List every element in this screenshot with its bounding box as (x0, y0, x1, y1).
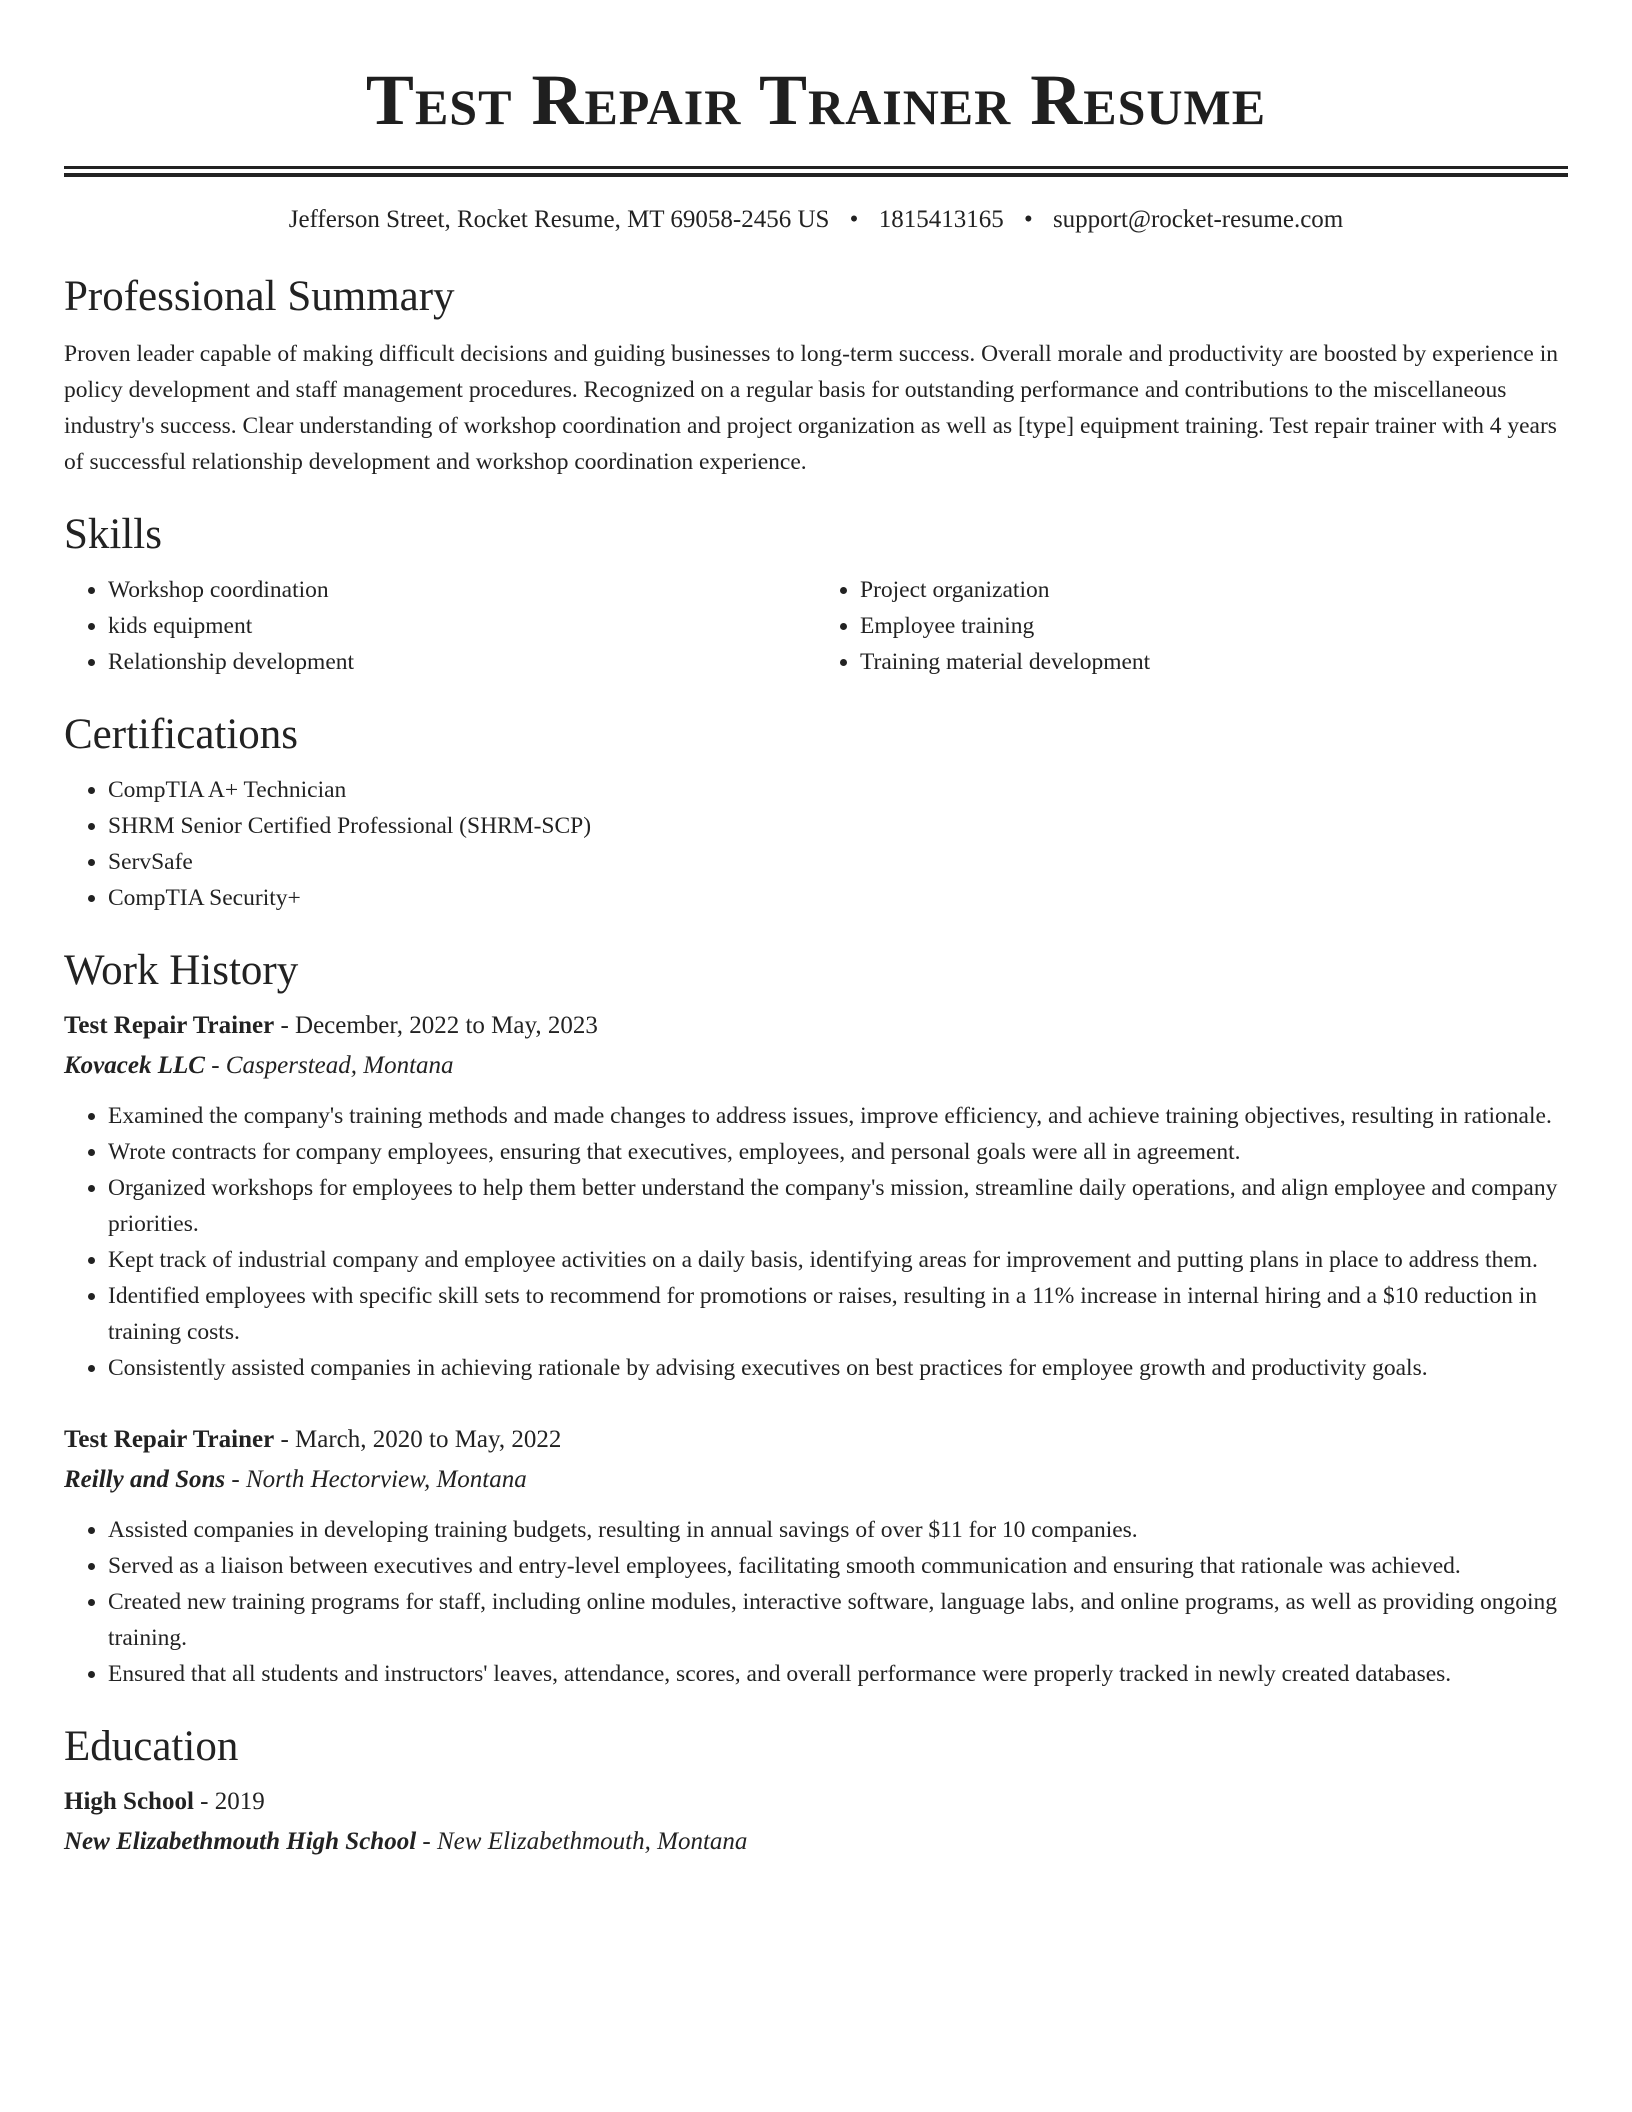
skill-item: • Training material development (860, 644, 1568, 680)
contact-email: support@rocket-resume.com (1052, 206, 1344, 233)
job-location: - Casperstead, Montana (204, 1052, 454, 1079)
job-company: Kovacek LLC (64, 1052, 205, 1079)
skill-item: • kids equipment (108, 608, 816, 644)
job-bullet: • Assisted companies in developing training budgets, resulting in annual savings of over $11 for 10 companies. (108, 1512, 1568, 1548)
job-bullet: • Consistently assisted companies in achieving rationale by advising executives on best practices for employee growth and productivity goals. (108, 1350, 1568, 1386)
job-header (64, 1006, 1568, 1046)
job-bullet: • Kept track of industrial company and employee activities on a daily basis, identifying areas for improvement and putting plans in place to address them. (108, 1242, 1568, 1278)
skills-columns (64, 572, 1568, 680)
job-bullet: • Created new training programs for staff, including online modules, interactive software, language labs, and online programs, as well as providing ongoing training. (108, 1584, 1568, 1656)
skill-item: • Employee training (860, 608, 1568, 644)
summary-text: Proven leader capable of making difficult decisions and guiding businesses to long-term success. Overall morale and productivity are boosted by experience in policy development and staff management procedures. Recognized on a regular basis for outstanding performance and contributions to the miscellaneous industry's success. Clear understanding of workshop coordination and project organization as well as [type] equipment training. Test repair trainer with 4 years of successful relationship development and workshop coordination experience. (64, 341, 1558, 475)
education-degree-line (64, 1782, 1568, 1822)
contact-phone: 1815413165 (878, 206, 1004, 233)
title-divider (64, 166, 1568, 177)
certifications-section (64, 710, 1568, 916)
education-school-line (64, 1822, 1568, 1862)
resume-title: Test Repair Trainer Resume (365, 60, 1267, 140)
job-bullet: • Served as a liaison between executives and entry-level employees, facilitating smooth communication and ensuring that rationale was achieved. (108, 1548, 1568, 1584)
job-company-line (64, 1460, 1568, 1500)
certifications-list (64, 772, 1568, 916)
contact-address: Jefferson Street, Rocket Resume, MT 69058-2456 US (288, 206, 830, 233)
job-bullet: • Ensured that all students and instructors' leaves, attendance, scores, and overall performance were properly tracked in newly created databases. (108, 1656, 1568, 1692)
contact-separator: • (1023, 206, 1033, 233)
job-bullets (64, 1098, 1568, 1386)
education-heading: Education (64, 1723, 239, 1770)
contact-line (64, 204, 1568, 236)
education-entry (64, 1782, 1568, 1862)
skills-list-left (64, 572, 816, 680)
education-year: - 2019 (193, 1788, 265, 1815)
work-history-heading: Work History (64, 947, 299, 994)
certification-item: • CompTIA A+ Technician (108, 772, 1568, 808)
skill-item: • Workshop coordination (108, 572, 816, 608)
job-title: Test Repair Trainer (64, 1426, 275, 1453)
certification-item: • ServSafe (108, 844, 1568, 880)
job-bullet: • Examined the company's training methods and made changes to address issues, improve efficiency, and achieve training objectives, resulting in rationale. (108, 1098, 1568, 1134)
job-entry (64, 1420, 1568, 1692)
job-dates: - December, 2022 to May, 2023 (274, 1012, 598, 1039)
certification-item: • CompTIA Security+ (108, 880, 1568, 916)
education-school: New Elizabethmouth High School (64, 1828, 417, 1855)
education-section (64, 1722, 1568, 1862)
job-bullet: • Wrote contracts for company employees, ensuring that executives, employees, and personal goals were all in agreement. (108, 1134, 1568, 1170)
job-title: Test Repair Trainer (64, 1012, 275, 1039)
skills-list-right (816, 572, 1568, 680)
work-history-section (64, 946, 1568, 1692)
job-company: Reilly and Sons (64, 1466, 226, 1493)
job-bullet: • Organized workshops for employees to help them better understand the company's mission, streamline daily operations, and align employee and company priorities. (108, 1170, 1568, 1242)
skills-section (64, 510, 1568, 680)
job-location: - North Hectorview, Montana (225, 1466, 527, 1493)
skills-heading: Skills (64, 511, 162, 558)
certification-item: • SHRM Senior Certified Professional (SHRM-SCP) (108, 808, 1568, 844)
job-company-line (64, 1046, 1568, 1086)
skill-item: • Relationship development (108, 644, 816, 680)
job-bullet: • Identified employees with specific skill sets to recommend for promotions or raises, resulting in a 11% increase in internal hiring and a $10 reduction in training costs. (108, 1278, 1568, 1350)
job-dates: - March, 2020 to May, 2022 (274, 1426, 562, 1453)
contact-separator: • (849, 206, 859, 233)
skill-item: • Project organization (860, 572, 1568, 608)
job-entry (64, 1006, 1568, 1386)
certifications-heading: Certifications (64, 711, 299, 758)
summary-section (64, 272, 1568, 480)
job-bullets (64, 1512, 1568, 1692)
education-degree: High School (64, 1788, 194, 1815)
summary-heading: Professional Summary (64, 273, 455, 320)
job-header (64, 1420, 1568, 1460)
education-location: - New Elizabethmouth, Montana (416, 1828, 748, 1855)
